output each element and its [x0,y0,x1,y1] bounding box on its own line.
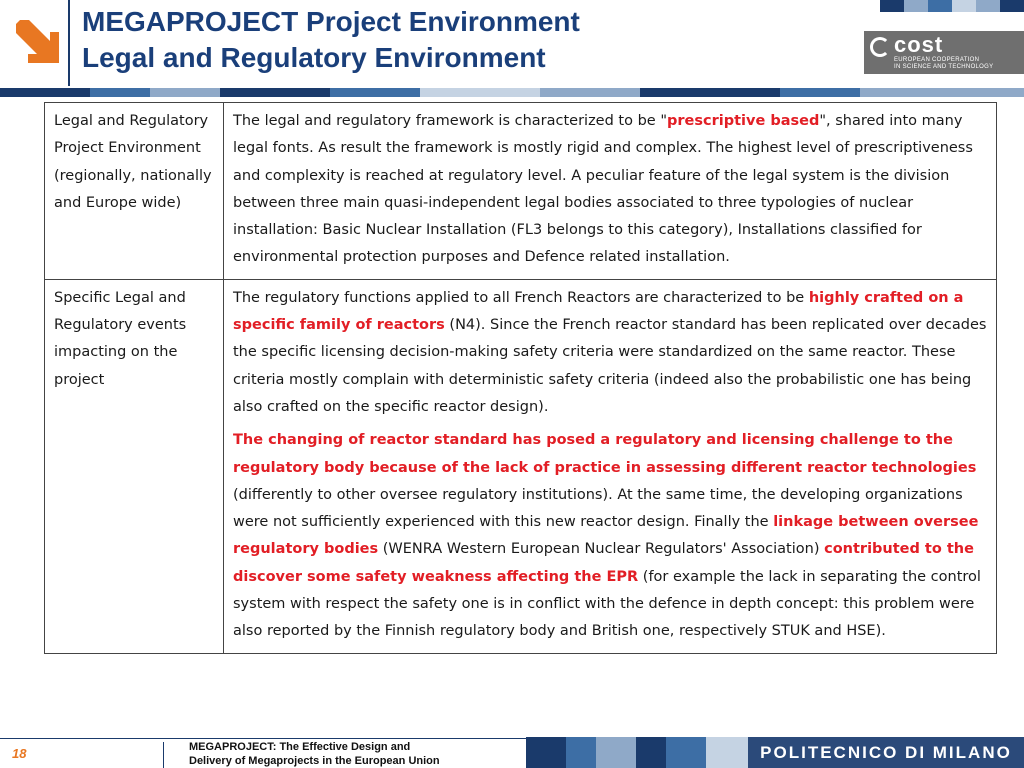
page-number: 18 [12,746,27,761]
page-title [82,4,580,76]
row-description [224,103,997,280]
text-segment: (differently to other oversee regulatory institutions). At the same time, the developing organizations were not sufficiently experienced with this new reactor design. Finally the [233,486,963,531]
text-segment: ", shared into many legal fonts. As result the framework is mostly rigid and complex. The highest level of prescriptiveness and complexity is reached at regulatory level. A peculiar feature of the legal system is the division between three main quasi-independent legal bodies associated to three typologies of nuclear installation: Basic Nuclear Installation (FL3 belongs to this category), Installations classified for environmental protection purposes and Defence related installation. [233,113,973,266]
highlight-segment: contributed to the discover some safety weakness affecting the EPR [233,541,974,585]
header-separator [68,0,70,86]
table-row [45,103,997,280]
cost-logo-name: cost [894,32,944,57]
row-heading: Legal and Regulatory Project Environment (regionally, nationally and Europe wide) [45,103,224,280]
institution-logo: POLITECNICO DI MILANO [748,737,1024,768]
row-heading: Specific Legal and Regulatory events impacting on the project [45,279,224,653]
header-color-squares [880,0,1024,12]
text-segment: (N4). Since the French reactor standard has been replicated over decades the specific licensing decision-making safety criteria were standardized on the same reactor. These criteria mostly complain with deterministic safety criteria (indeed also the probabilistic one has being also crafted on the specific reactor design). [233,317,987,415]
arrow-down-right-icon [0,0,68,84]
highlight-segment: prescriptive based [667,113,820,129]
text-segment: The regulatory functions applied to all French Reactors are characterized to be [233,289,809,306]
paragraph [233,285,990,421]
highlight-segment: The changing of reactor standard has posed a regulatory and licensing challenge to the regulatory body because of the lack of practice in assessing different reactor technologies [233,432,977,476]
row-description [224,279,997,653]
text-segment: (for example the lack in separating the control system with respect the safety one is in conflict with the defence in depth concept: this problem were also reported by the Finnish regulatory body and British one, respectively STUK and HSE). [233,568,981,640]
header-color-band [0,88,1024,97]
cost-logo-subtitle: EUROPEAN COOPERATION IN SCIENCE AND TECHNOLOGY [894,57,994,70]
cost-logo-icon [870,37,890,57]
content-table [44,102,997,654]
paragraph [233,108,990,272]
title-line-2: Legal and Regulatory Environment [82,42,546,73]
text-segment: (WENRA Western European Nuclear Regulators' Association) [378,541,825,558]
title-line-1: MEGAPROJECT Project Environment [82,6,580,37]
paragraph [233,427,990,645]
highlight-segment: highly crafted on a specific family of reactors [233,289,964,334]
highlight-segment: linkage between oversee regulatory bodies [233,514,979,558]
footer-text: MEGAPROJECT: The Effective Design and Delivery of Megaprojects in the European Union [189,741,440,767]
logo [0,0,68,84]
cost-logo [864,31,1024,74]
table-row [45,279,997,653]
footer-separator [163,742,164,768]
text-segment: The legal and regulatory framework is characterized to be " [233,113,667,129]
